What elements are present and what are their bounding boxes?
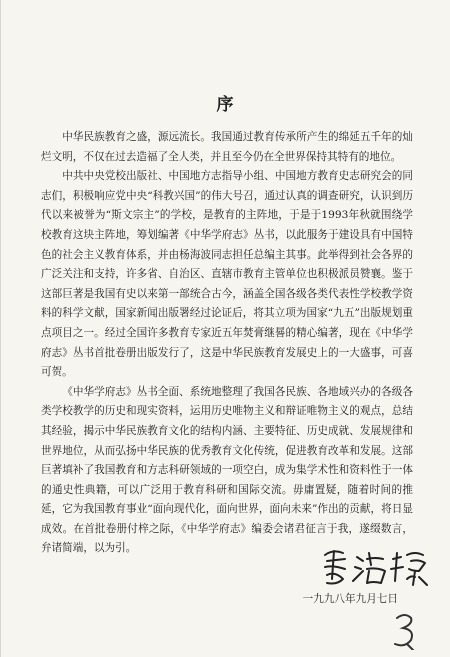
date: 一九九八年九月七日 <box>302 593 398 605</box>
page-number-mark <box>391 610 419 650</box>
preface-body <box>41 128 413 559</box>
paragraph: 中华民族教育之盛，源远流长。我国通过教育传承所产生的绵延五千年的灿烂文明，不仅在过去造福了全人类，并且至今仍在全世界保持其特有的地位。 <box>41 131 413 163</box>
paragraph: 中共中央党校出版社、中国地方志指导小组、中国地方教育史志研究会的同志们，积极响应党中央“科教兴国”的伟大号召，通过认真的调查研究，认识到历代以来被誉为“斯文宗主”的学校，是教育的主阵地，于是于1993年秋就围绕学校教育这块主阵地，筹划编著《中华学府志》丛书，以此服务于建设具有中国特色的社会主义教育体系，并由杨海波同志担任总编主其事。此举得到社会各界的广泛关注和支持，许多省、自治区、直辖市教育主管单位也积极派员赞襄。鉴于这部巨著是我国有史以来第一部统合古今，涵盖全国各级各类代表性学校教学资料的科学文献，国家新闻出版署经过论证后，将其立项为国家“九五”出版规划重点项目之一。经过全国许多教育专家近五年焚膏继晷的精心编著，现在《中华学府志》丛书首批卷册出版发行了，这是中华民族教育发展史上的一大盛事，可喜可贺。 <box>41 170 413 379</box>
page-title: 序 <box>216 95 236 115</box>
handwritten-signature <box>319 545 431 589</box>
paragraph: 《中华学府志》丛书全面、系统地整理了我国各民族、各地域兴办的各级各类学校教学的历史和现实资料，运用历史唯物主义和辩证唯物主义的观点，总结其经验，揭示中华民族教育文化的结构内涵、主要特征、历史成就、发展规律和世界地位，从而弘扬中华民族的优秀教育文化传统，促进教育改革和发展。这部巨著填补了我国教育和方志科研领域的一项空白，成为集学术性和资料性于一体的通史性典籍，可以广泛用于教育科研和国际交流。毋庸置疑，随着时间的推延，它为我国教育事业“面向现代化，面向世界，面向未来”作出的贡献，将日显成效。在首批卷册付梓之际，《中华学府志》编委会诸君征言于我，遂缀数言，弁诸简端，以为引。 <box>41 385 413 555</box>
